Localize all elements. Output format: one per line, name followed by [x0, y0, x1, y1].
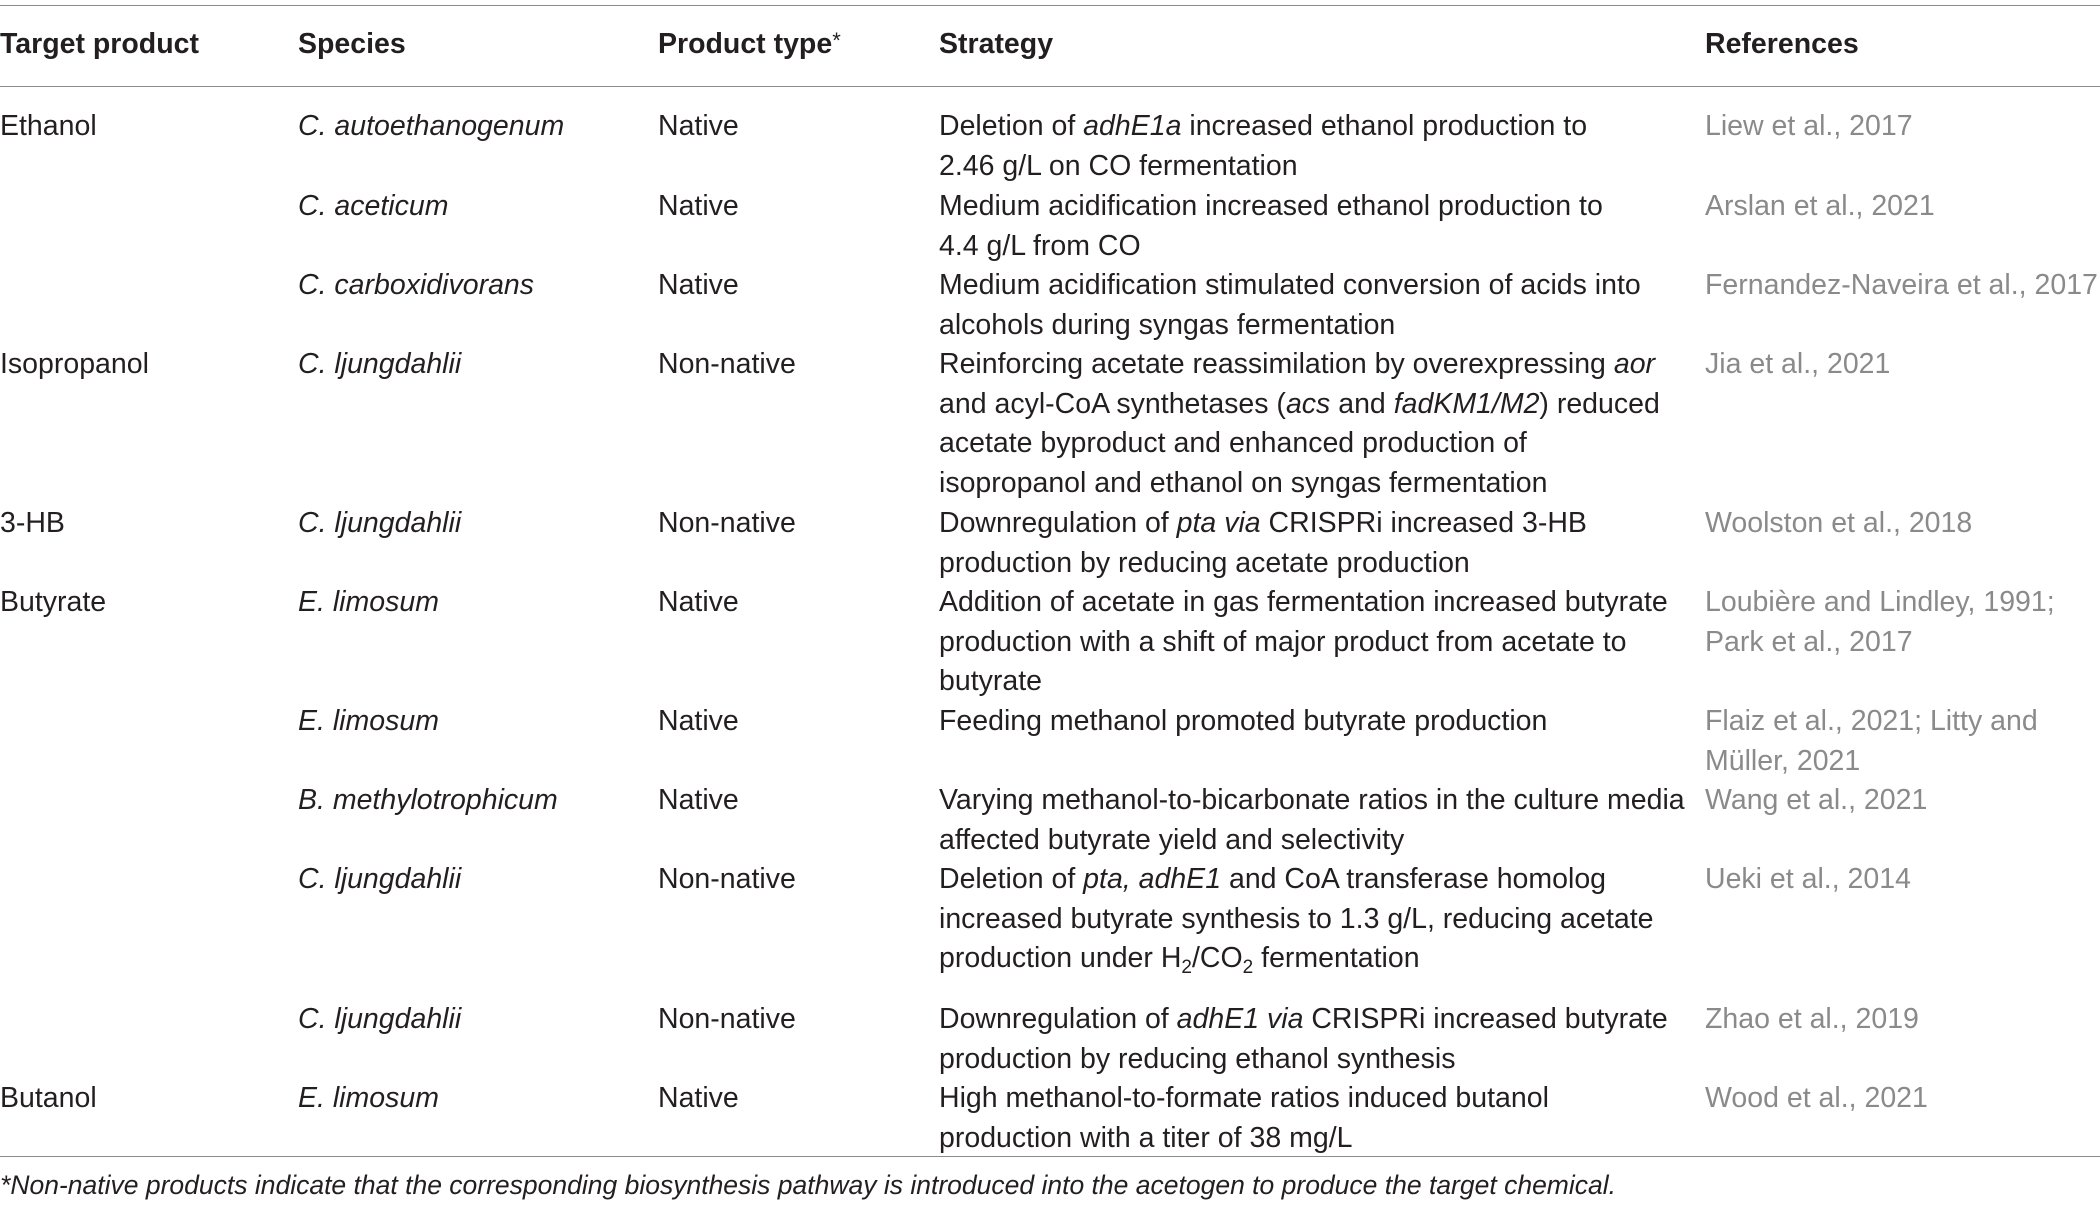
species-cell: C. ljungdahlii	[298, 863, 462, 895]
strategy-text: 2.46 g/L on CO fermentation	[939, 149, 1298, 182]
strategy-text: CRISPRi increased 3-HB	[1260, 507, 1587, 539]
strategy-text: acetate byproduct and enhanced production of	[939, 427, 1527, 460]
strategy-cell	[939, 187, 1603, 266]
species-cell: E. limosum	[298, 1082, 439, 1114]
species-cell: C. ljungdahlii	[298, 348, 462, 380]
product-type-cell: Native	[658, 1082, 739, 1114]
strategy-text: Reinforcing acetate reassimilation by overexpressing	[939, 348, 1614, 380]
strategy-text: production by reducing ethanol synthesis	[939, 1042, 1456, 1075]
header-target-product: Target product	[0, 28, 199, 60]
table-top-rule	[0, 5, 2100, 6]
reference-link[interactable]: Park et al., 2017	[1705, 625, 1913, 658]
strategy-text: and acyl-CoA synthetases (	[939, 387, 1286, 420]
references-cell	[1705, 781, 1927, 821]
references-cell	[1705, 107, 1913, 147]
strategy-text: fermentation	[1253, 942, 1420, 975]
strategy-text: Varying methanol-to-bicarbonate ratios in the culture media	[939, 784, 1685, 816]
strategy-text: High methanol-to-formate ratios induced butanol	[939, 1082, 1549, 1114]
target-product-cell: Isopropanol	[0, 348, 149, 380]
italic-term: adhE1 via	[1176, 1003, 1304, 1035]
strategy-text: increased butyrate synthesis to 1.3 g/L, reducing acetate	[939, 902, 1654, 935]
strategy-text: and CoA transferase homolog	[1221, 863, 1607, 895]
reference-link[interactable]: Liew et al., 2017	[1705, 110, 1913, 142]
strategy-cell	[939, 345, 1660, 503]
species-cell: C. ljungdahlii	[298, 1003, 462, 1035]
references-cell	[1705, 702, 2038, 781]
strategy-text: Medium acidification increased ethanol production to	[939, 190, 1603, 222]
references-cell	[1705, 266, 2098, 306]
species-cell: C. aceticum	[298, 190, 449, 222]
references-cell	[1705, 1079, 1928, 1119]
header-species: Species	[298, 28, 406, 60]
species-cell: C. ljungdahlii	[298, 507, 462, 539]
product-type-cell: Native	[658, 110, 739, 142]
strategy-text: Feeding methanol promoted butyrate production	[939, 705, 1548, 737]
strategy-text: CRISPRi increased butyrate	[1303, 1003, 1668, 1035]
strategy-text: Downregulation of	[939, 1003, 1177, 1035]
header-strategy: Strategy	[939, 28, 1054, 60]
references-cell	[1705, 504, 1972, 544]
italic-term: aor	[1613, 348, 1656, 380]
target-product-cell: Butanol	[0, 1082, 97, 1114]
reference-link[interactable]: Ueki et al., 2014	[1705, 863, 1911, 895]
strategy-cell	[939, 504, 1587, 583]
strategy-cell	[939, 583, 1668, 702]
strategy-text: and	[1330, 387, 1394, 420]
species-cell: B. methylotrophicum	[298, 784, 558, 816]
subscript: 2	[1242, 957, 1254, 979]
header-bottom-rule	[0, 86, 2100, 87]
table-bottom-rule	[0, 1156, 2100, 1157]
header-product-type	[658, 25, 841, 65]
strategy-cell	[939, 266, 1641, 345]
subscript: 2	[1181, 957, 1192, 979]
reference-link[interactable]: Loubière and Lindley, 1991;	[1705, 586, 2055, 618]
strategy-text: production with a titer of 38 mg/L	[939, 1121, 1353, 1154]
reference-link[interactable]: Woolston et al., 2018	[1705, 507, 1973, 539]
strategy-text: 4.4 g/L from CO	[939, 229, 1141, 262]
table-footnote: *Non-native products indicate that the corresponding biosynthesis pathway is introduced into the acetogen to produce the target chemical.	[0, 1170, 1617, 1200]
product-type-cell: Native	[658, 784, 739, 816]
references-cell	[1705, 345, 1890, 385]
reference-link[interactable]: Flaiz et al., 2021; Litty and	[1705, 705, 2038, 737]
italic-term: acs	[1285, 387, 1331, 420]
strategy-text: /CO	[1191, 942, 1243, 975]
product-type-cell: Native	[658, 269, 739, 301]
product-type-cell: Non-native	[658, 507, 796, 539]
species-cell: E. limosum	[298, 586, 439, 618]
reference-link[interactable]: Müller, 2021	[1705, 744, 1861, 777]
species-cell: C. autoethanogenum	[298, 110, 565, 142]
target-product-cell: 3-HB	[0, 507, 65, 539]
reference-link[interactable]: Arslan et al., 2021	[1705, 190, 1935, 222]
reference-link[interactable]: Fernandez-Naveira et al., 2017	[1705, 269, 2098, 301]
italic-term: pta via	[1176, 507, 1261, 539]
strategy-text: Addition of acetate in gas fermentation increased butyrate	[939, 586, 1668, 618]
strategy-text: production under H	[939, 942, 1182, 975]
strategy-cell	[939, 107, 1587, 186]
product-type-cell: Native	[658, 705, 739, 737]
strategy-text: increased ethanol production to	[1181, 110, 1588, 142]
strategy-cell	[939, 1000, 1668, 1079]
strategy-text: ) reduced	[1539, 387, 1660, 420]
species-cell: C. carboxidivorans	[298, 269, 535, 301]
italic-term: adhE1a	[1083, 110, 1182, 142]
strategy-cell	[939, 860, 1654, 979]
product-type-cell: Native	[658, 586, 739, 618]
strategy-text: butyrate	[939, 665, 1042, 698]
italic-term: fadKM1/M2	[1393, 387, 1540, 420]
reference-link[interactable]: Jia et al., 2021	[1705, 348, 1891, 380]
target-product-cell: Butyrate	[0, 586, 107, 618]
italic-term: pta, adhE1	[1083, 863, 1222, 895]
strategy-text: Deletion of	[939, 110, 1084, 142]
species-cell: E. limosum	[298, 705, 439, 737]
header-product-type-footnote-mark: *	[832, 28, 841, 53]
product-type-cell: Native	[658, 190, 739, 222]
product-type-cell: Non-native	[658, 1003, 796, 1035]
target-product-cell: Ethanol	[0, 110, 97, 142]
reference-link[interactable]: Wood et al., 2021	[1705, 1082, 1928, 1114]
header-product-type-label: Product type	[658, 28, 833, 60]
reference-link[interactable]: Wang et al., 2021	[1705, 784, 1928, 816]
references-cell	[1705, 1000, 1919, 1040]
strategy-text: Medium acidification stimulated conversion of acids into	[939, 269, 1641, 301]
references-cell	[1705, 583, 2055, 662]
references-cell	[1705, 860, 1911, 900]
product-type-cell: Non-native	[658, 348, 796, 380]
strategy-cell	[939, 1079, 1549, 1158]
reference-link[interactable]: Zhao et al., 2019	[1705, 1003, 1919, 1035]
references-cell	[1705, 187, 1935, 227]
header-references: References	[1705, 28, 1859, 60]
strategy-cell	[939, 781, 1685, 860]
product-type-cell: Non-native	[658, 863, 796, 895]
strategy-cell	[939, 702, 1547, 742]
strategy-text: alcohols during syngas fermentation	[939, 308, 1396, 341]
strategy-text: Deletion of	[939, 863, 1084, 895]
strategy-text: production by reducing acetate production	[939, 546, 1470, 579]
strategy-text: isopropanol and ethanol on syngas fermentation	[939, 466, 1548, 499]
strategy-text: affected butyrate yield and selectivity	[939, 823, 1405, 856]
strategy-text: production with a shift of major product from acetate to	[939, 625, 1627, 658]
strategy-text: Downregulation of	[939, 507, 1177, 539]
